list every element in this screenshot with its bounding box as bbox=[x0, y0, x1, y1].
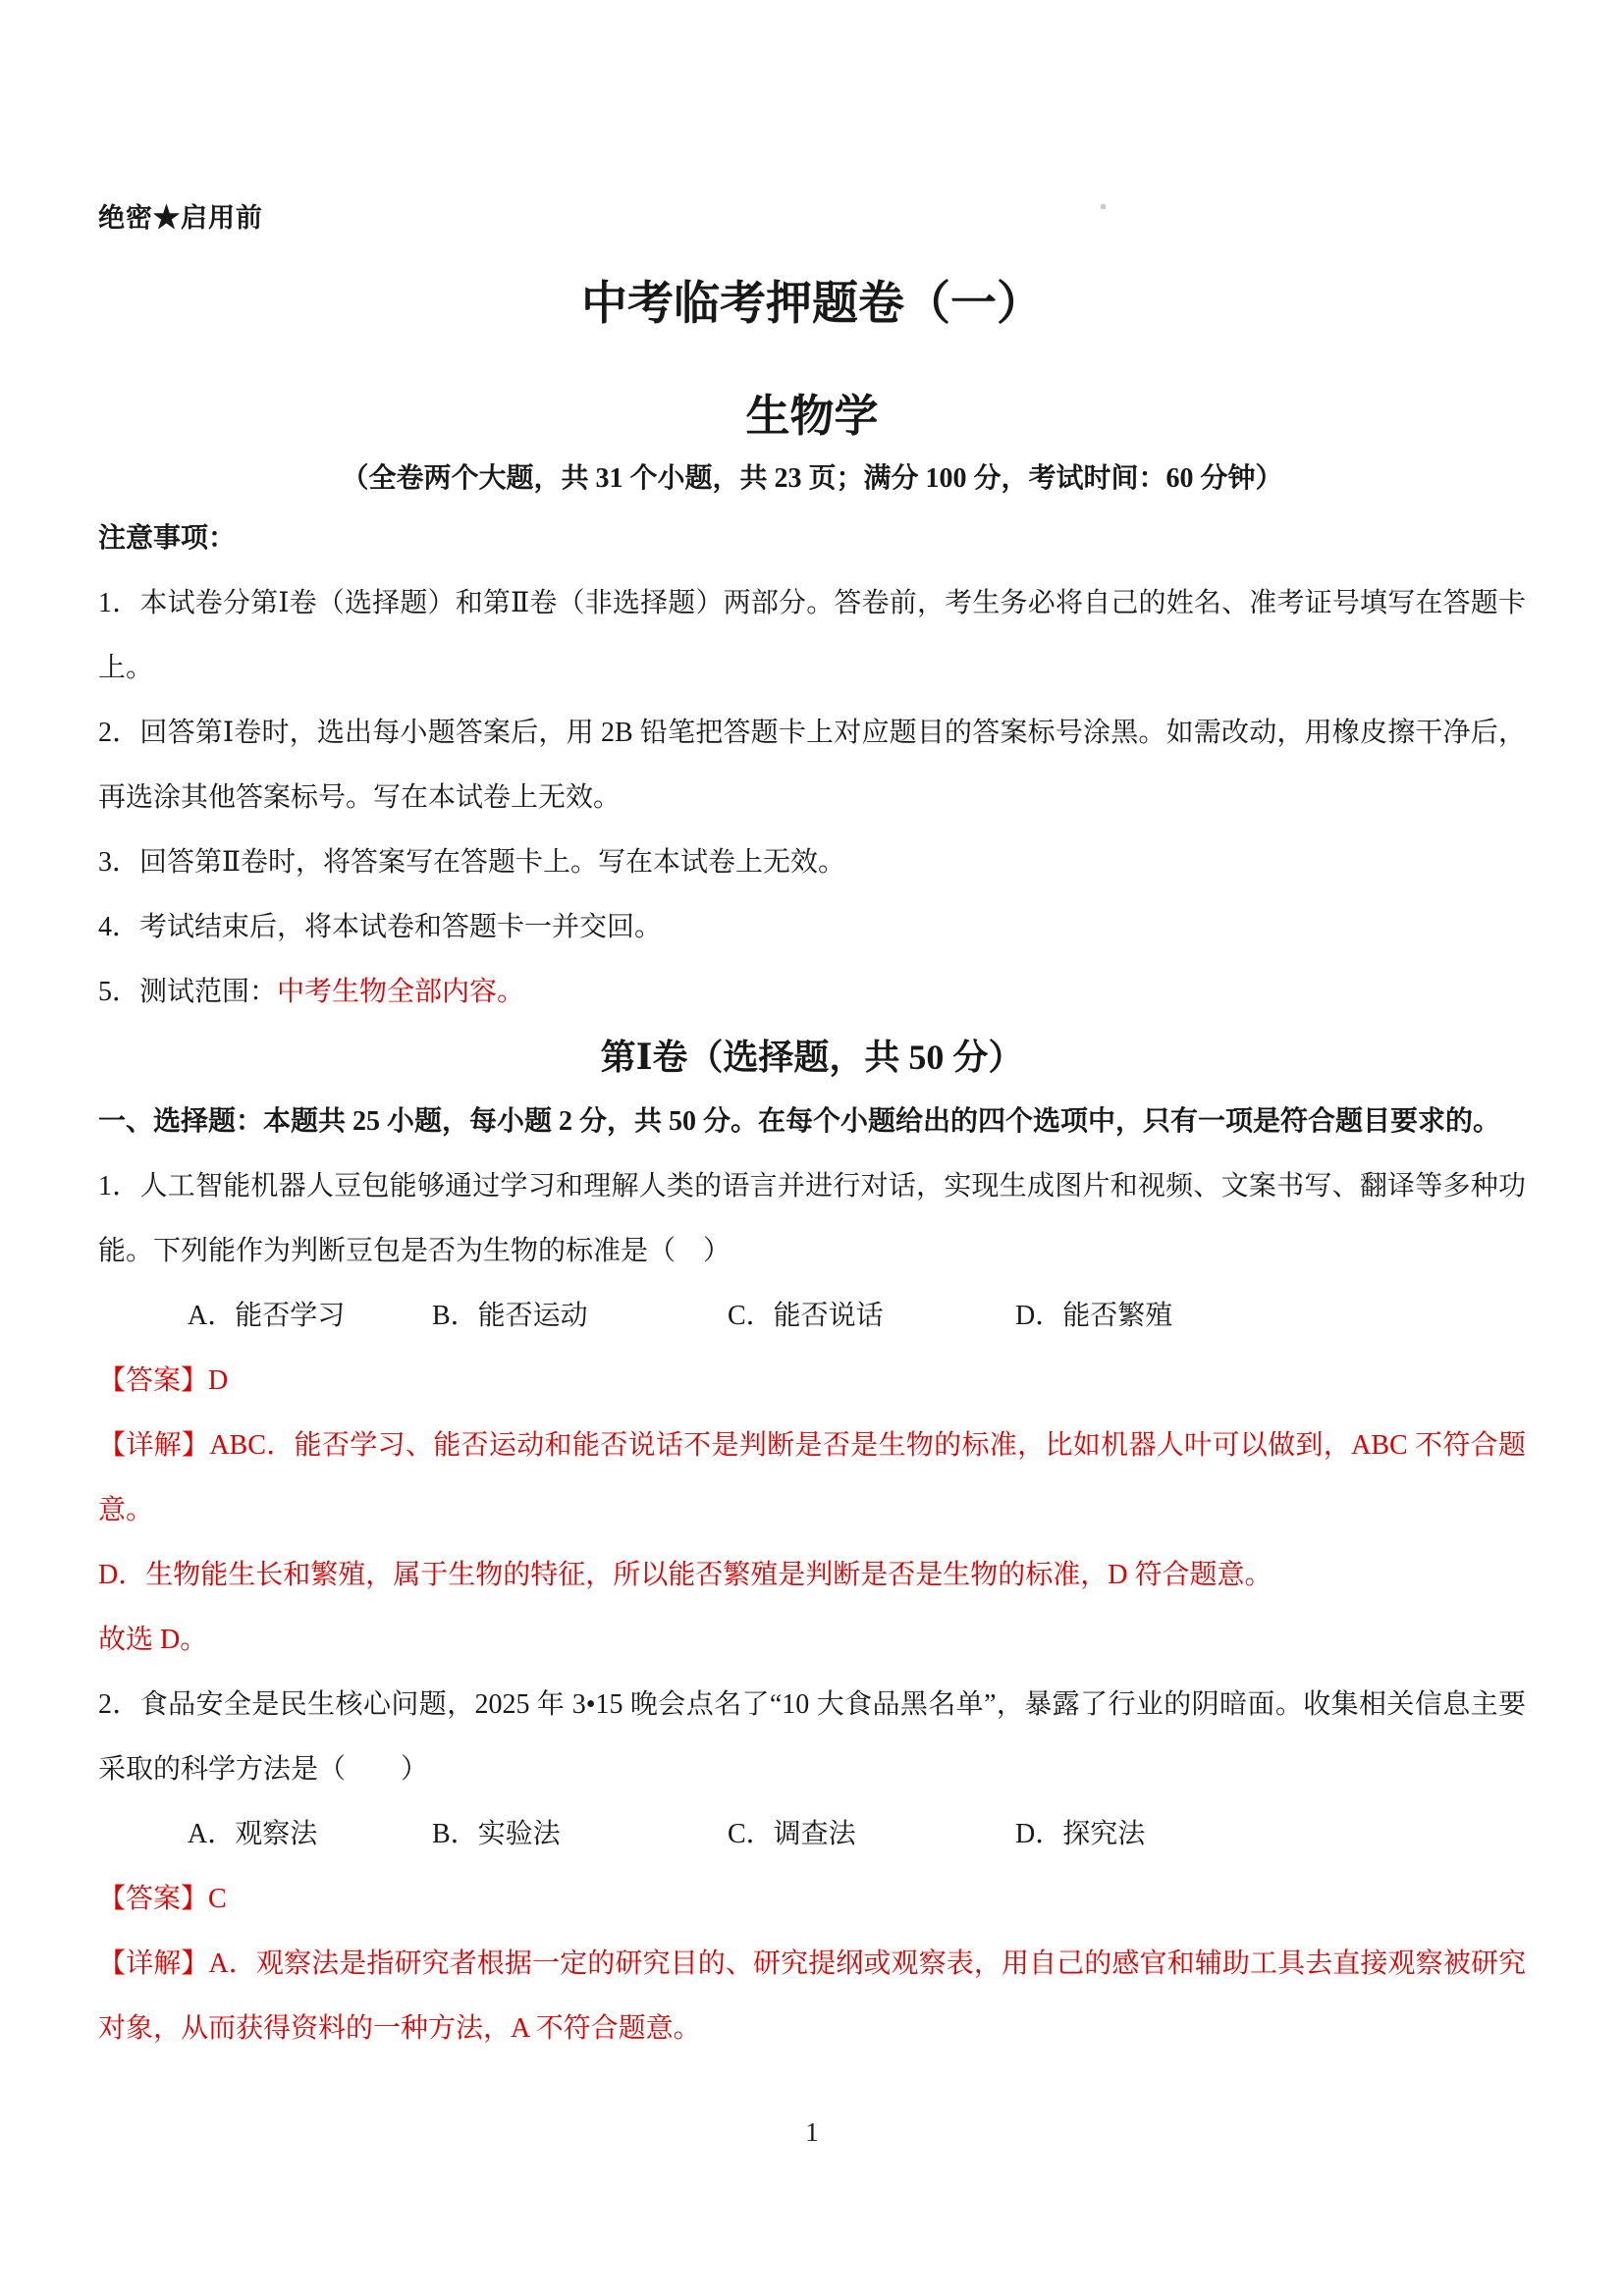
answer-label: 【答案】 bbox=[98, 1365, 209, 1396]
question-2-stem: 2．食品安全是民生核心问题，2025 年 3•15 晚会点名了“10 大食品黑名单”，暴露了行业的阴暗面。收集相关信息主要采取的科学方法是（ ） bbox=[98, 1689, 1526, 1785]
answer-value: D bbox=[208, 1365, 229, 1396]
notice-item-3: 3．回答第Ⅱ卷时，将答案写在答题卡上。写在本试卷上无效。 bbox=[98, 847, 846, 878]
question-2-answer-line bbox=[98, 1867, 1526, 1932]
question-1-option-d: D．能否繁殖 bbox=[1015, 1301, 1173, 1331]
question-1-explanation-1 bbox=[98, 1414, 1526, 1543]
page-number: 1 bbox=[805, 2117, 819, 2147]
notice-item-5-scope: 中考生物全部内容。 bbox=[277, 977, 525, 1007]
section-1-title: 第Ⅰ卷（选择题，共 50 分） bbox=[600, 1038, 1024, 1077]
question-1-option-b: B．能否运动 bbox=[432, 1301, 588, 1331]
detail-label: 【详解】 bbox=[98, 1430, 210, 1461]
question-1-explanation-2: D．生物能生长和繁殖，属于生物的特征，所以能否繁殖是判断是否是生物的标准，D 符合题意。 bbox=[98, 1560, 1272, 1590]
question-2-option-d: D．探究法 bbox=[1015, 1819, 1146, 1849]
detail-label: 【详解】 bbox=[98, 1949, 209, 1979]
question-2-options bbox=[98, 1802, 1526, 1867]
notice-heading: 注意事项： bbox=[98, 523, 237, 554]
secrecy-label: 绝密★启用前 bbox=[98, 203, 263, 233]
question-1-conclusion: 故选 D。 bbox=[98, 1625, 208, 1655]
question-1-option-a: A．能否学习 bbox=[188, 1301, 346, 1331]
notice-item-4: 4．考试结束后，将本试卷和答题卡一并交回。 bbox=[98, 912, 663, 942]
exam-title: 中考临考押题卷（一） bbox=[581, 279, 1043, 330]
question-2-explanation-1 bbox=[98, 1932, 1526, 2061]
question-2-option-c: C．调查法 bbox=[728, 1819, 856, 1849]
detail-text: A．观察法是指研究者根据一定的研究目的、研究提纲或观察表，用自己的感官和辅助工具去直接观察被研究对象，从而获得资料的一种方法，A 不符合题意。 bbox=[98, 1949, 1526, 2044]
section-1-instruction: 一、选择题：本题共 25 小题，每小题 2 分，共 50 分。在每个小题给出的四个选项中，只有一项是符合题目要求的。 bbox=[98, 1106, 1501, 1137]
question-2-option-b: B．实验法 bbox=[432, 1819, 561, 1849]
notice-item-2: 2．回答第Ⅰ卷时，选出每小题答案后，用 2B 铅笔把答题卡上对应题目的答案标号涂黑。如需改动，用橡皮擦干净后，再选涂其他答案标号。写在本试卷上无效。 bbox=[98, 718, 1526, 813]
question-1-answer-line bbox=[98, 1349, 1526, 1414]
question-1-option-c: C．能否说话 bbox=[728, 1301, 884, 1331]
subject-title: 生物学 bbox=[745, 392, 879, 441]
exam-body bbox=[98, 507, 1526, 2061]
answer-value: C bbox=[208, 1884, 227, 1914]
exam-meta-line: （全卷两个大题，共 31 个小题，共 23 页；满分 100 分，考试时间：60 分钟） bbox=[341, 463, 1283, 494]
notice-item-5-prefix: 5．测试范围： bbox=[98, 977, 278, 1007]
detail-text: ABC．能否学习、能否运动和能否说话不是判断是否是生物的标准，比如机器人叶可以做到，ABC 不符合题意。 bbox=[98, 1430, 1526, 1525]
answer-label: 【答案】 bbox=[98, 1884, 209, 1914]
notice-item-5 bbox=[98, 960, 1526, 1025]
question-1-stem: 1．人工智能机器人豆包能够通过学习和理解人类的语言并进行对话，实现生成图片和视频、文案书写、翻译等多种功能。下列能作为判断豆包是否为生物的标准是（ ） bbox=[98, 1171, 1526, 1266]
question-2-option-a: A．观察法 bbox=[188, 1819, 318, 1849]
scan-speck bbox=[1101, 204, 1106, 209]
question-1-options bbox=[98, 1284, 1526, 1349]
notice-item-1: 1．本试卷分第Ⅰ卷（选择题）和第Ⅱ卷（非选择题）两部分。答卷前，考生务必将自己的姓名、准考证号填写在答题卡上。 bbox=[98, 588, 1526, 683]
